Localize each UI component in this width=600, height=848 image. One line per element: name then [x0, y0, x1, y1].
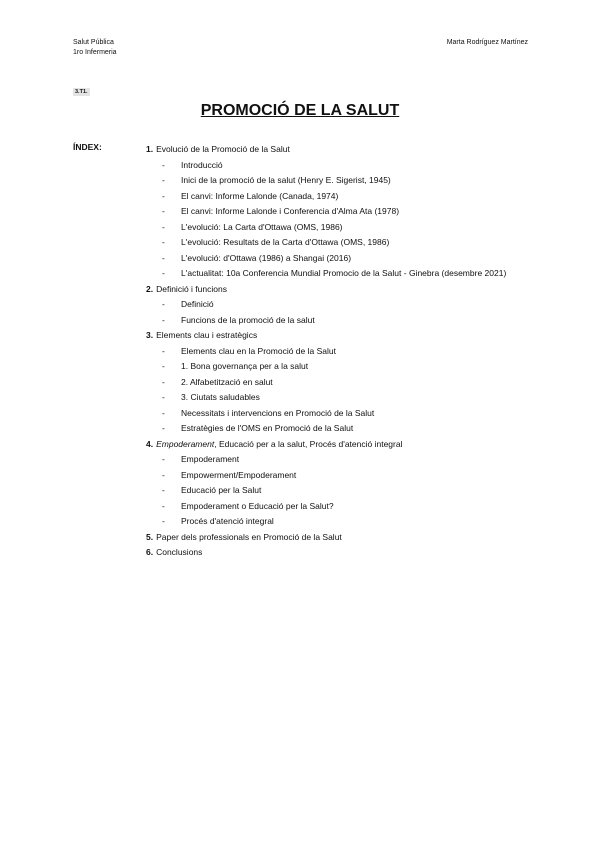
toc-item-label: Definició — [181, 299, 214, 309]
toc-item — [146, 251, 528, 267]
bullet-dash: - — [162, 314, 165, 325]
bullet-dash: - — [162, 361, 165, 371]
toc-item-label: Procés d'atenció integral — [181, 516, 274, 526]
page-title: PROMOCIÓ DE LA SALUT — [200, 102, 400, 119]
header-subject: Salut Pública — [73, 39, 114, 46]
toc-item — [146, 344, 528, 360]
toc-item-label: Necessitats i intervencions en Promoció de la Salut — [181, 407, 375, 418]
toc-item-label: Educació per la Salut — [181, 485, 262, 495]
toc-item — [146, 204, 528, 220]
toc-section — [146, 530, 528, 546]
toc-section-number: 1. — [146, 144, 154, 154]
bullet-dash: - — [162, 469, 165, 480]
toc-section — [146, 282, 528, 298]
toc-section-number: 2. — [146, 283, 154, 294]
toc-section — [146, 545, 528, 561]
bullet-dash: - — [162, 252, 165, 263]
bullet-dash: - — [162, 190, 165, 201]
index-label: ÍNDEX: — [73, 142, 102, 152]
toc-item — [146, 158, 528, 174]
toc-item-label: Empowerment/Empoderament — [181, 469, 297, 480]
toc-section-label-text: Elements clau i estratègics — [156, 330, 258, 340]
toc-item — [146, 452, 528, 468]
bullet-dash: - — [162, 376, 165, 387]
bullet-dash: - — [162, 345, 165, 356]
toc-item — [146, 266, 528, 282]
header-author: Marta Rodríguez Martínez — [446, 39, 528, 46]
toc-item — [146, 359, 528, 375]
bullet-dash: - — [162, 206, 165, 216]
toc-section-label-text: Conclusions — [156, 547, 203, 557]
toc-section-label-text: Definició i funcions — [156, 283, 227, 294]
toc-section — [146, 142, 528, 158]
toc-item-label: Inici de la promoció de la salut (Henry E. Sigerist, 1945) — [181, 175, 391, 185]
toc-item — [146, 468, 528, 484]
toc-item-label: Empoderament o Educació per la Salut? — [181, 500, 334, 511]
bullet-dash: - — [162, 423, 165, 433]
toc-item — [146, 499, 528, 515]
bullet-dash: - — [162, 159, 165, 170]
toc-section-label — [156, 282, 227, 298]
bullet-dash: - — [162, 237, 165, 247]
header-course: 1ro Infermeria — [73, 49, 117, 56]
toc-item-label: L'evolució: d'Ottawa (1986) a Shangai (2016) — [181, 252, 352, 263]
toc-item — [146, 421, 528, 437]
table-of-contents — [146, 142, 528, 561]
toc-item — [146, 297, 528, 313]
toc-section-label-text: Paper dels professionals en Promoció de la Salut — [156, 531, 342, 542]
toc-section-label-text: Evolució de la Promoció de la Salut — [156, 144, 290, 154]
bullet-dash: - — [162, 392, 165, 402]
toc-item-label: El canvi: Informe Lalonde (Canada, 1974) — [181, 190, 339, 201]
toc-item — [146, 173, 528, 189]
toc-item — [146, 514, 528, 530]
toc-item — [146, 390, 528, 406]
toc-section-number: 3. — [146, 330, 154, 340]
toc-section-number: 4. — [146, 438, 154, 449]
toc-item-label: L'evolució: La Carta d'Ottawa (OMS, 1986) — [181, 221, 343, 232]
toc-item — [146, 235, 528, 251]
bullet-dash: - — [162, 175, 165, 185]
toc-section — [146, 437, 528, 453]
toc-item-label: L'actualitat: 10a Conferencia Mundial Promocio de la Salut - Ginebra (desembre 2021) — [181, 268, 507, 278]
toc-section-label — [156, 437, 402, 453]
topic-tag: 3.T1. — [75, 89, 88, 95]
toc-section-number: 5. — [146, 531, 154, 542]
bullet-dash: - — [162, 407, 165, 418]
toc-item-label: 2. Alfabetització en salut — [181, 376, 273, 387]
header-left — [73, 38, 117, 58]
toc-section-label — [156, 530, 342, 546]
toc-section-number: 6. — [146, 547, 154, 557]
toc-section-label — [156, 545, 202, 561]
bullet-dash: - — [162, 268, 165, 278]
toc-section-label — [156, 328, 257, 344]
toc-item-label: Introducció — [181, 159, 223, 170]
toc-section-label — [156, 142, 290, 158]
toc-item-label: Estratègies de l'OMS en Promoció de la Salut — [181, 423, 354, 433]
bullet-dash: - — [162, 454, 165, 464]
toc-item-label: L'evolució: Resultats de la Carta d'Ottawa (OMS, 1986) — [181, 237, 390, 247]
toc-section-label-text: , Educació per a la salut, Procés d'atenció integral — [214, 438, 403, 449]
toc-item-label: Empoderament — [181, 454, 240, 464]
bullet-dash: - — [162, 221, 165, 232]
toc-item — [146, 483, 528, 499]
toc-item — [146, 189, 528, 205]
toc-item — [146, 375, 528, 391]
toc-item-label: El canvi: Informe Lalonde i Conferencia d'Alma Ata (1978) — [181, 206, 400, 216]
toc-item — [146, 313, 528, 329]
toc-item-label: Elements clau en la Promoció de la Salut — [181, 345, 336, 356]
toc-item-label: Funcions de la promoció de la salut — [181, 314, 315, 325]
toc-item-label: 3. Ciutats saludables — [181, 392, 260, 402]
toc-item-label: 1. Bona governança per a la salut — [181, 361, 309, 371]
toc-section — [146, 328, 528, 344]
bullet-dash: - — [162, 500, 165, 511]
toc-section-label-emphasis: Empoderament — [156, 438, 215, 449]
toc-item — [146, 406, 528, 422]
bullet-dash: - — [162, 485, 165, 495]
toc-item — [146, 220, 528, 236]
bullet-dash: - — [162, 299, 165, 309]
bullet-dash: - — [162, 516, 165, 526]
